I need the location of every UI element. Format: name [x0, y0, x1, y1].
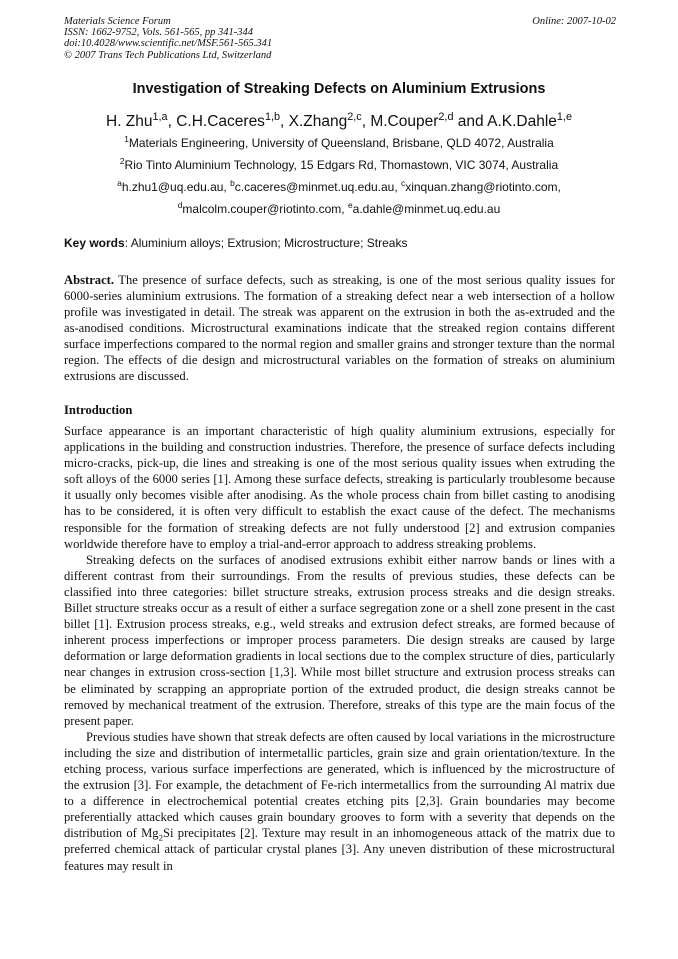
author: C.H.Caceres$^{1,b}$,: [176, 110, 289, 130]
online-date: Online: 2007-10-02: [532, 16, 616, 27]
abstract: Abstract. The presence of surface defects, such as streaking, is one of the most serious quality issues for 6000-series aluminium extrusions. The formation of a streaking defect near a web intersection of a hollow profile was investigated in detail. The streak was apparent on the extrusion in both the as-extruded and the as-anodised conditions. Microstructural examinations indicate that the streaked region contains different surface imperfections compared to the normal region and smaller grains and stronger texture than the normal region. The effects of die design and microstructural variables on the formation of streaks on aluminium extrusions are discussed.: [64, 273, 615, 383]
copyright-line: © 2007 Trans Tech Publications Ltd, Switzerland: [64, 49, 272, 61]
email-line-2: $^d$malcolm.couper@riotinto.com, $^e$a.dahle@minmet.uq.edu.au: [177, 200, 501, 216]
affiliation-2: $^2$Rio Tinto Aluminium Technology, 15 Edgars Rd, Thomastown, VIC 3074, Australia: [119, 156, 559, 172]
keywords: Key words: Aluminium alloys; Extrusion; Microstructure; Streaks: [64, 236, 408, 250]
email-line-1: $^a$h.zhu1@uq.edu.au, $^b$c.caceres@minmet.uq.edu.au, $^c$xinquan.zhang@riotinto.com,: [117, 178, 561, 194]
doi-line: doi:10.4028/www.scientific.net/MSF.561-565.341: [64, 38, 273, 50]
paragraph: Surface appearance is an important characteristic of high quality aluminium extrusions, especially for applications in the building and construction industries. Therefore, the presence of surface defects including micro-cracks, pick-up, die lines and streaking is one of the most serious quality issues when extruding the soft alloys of the 6000 series [1]. Among these surface defects, streaking is particularly troublesome because it usually only becomes visible after anodising. As the whole process chain from billet casting to anodising has to be considered, it is often very difficult to establish the exact cause of the defect. The mechanisms responsible for the formation of streaking defects are not fully understood [2] and extrusion companies worldwide therefore have to employ a trial-and-error approach to address streaking problems.: [64, 424, 615, 551]
issn-line: ISSN: 1662-9752, Vols. 561-565, pp 341-344: [64, 27, 253, 39]
paragraph: Previous studies have shown that streak defects are often caused by local variations in the microstructure including the size and distribution of intermetallic particles, grain size and grain orientation/texture. In the etching process, various surface imperfections are generated, which is influenced by the microstructure of the extrusion [3]. For example, the detachment of Fe-rich intermetallics from the surrounding Al matrix due to a difference in electrochemical potential creates etching pits [2,3]. Grain boundaries may become preferentially attacked which causes grain boundary grooves to form with a severity that depends on the distribution of $Mg_2Si$ precipitates [2]. Texture may result in an inhomogeneous attack of the matrix due to preferred chemical attack of particular crystal planes [3]. Any uneven distribution of these microstructural features may result in: [64, 729, 615, 873]
author: H. Zhu$^{1,a}$,: [106, 110, 177, 130]
journal-name: Materials Science Forum: [64, 16, 171, 27]
introduction-body: [64, 423, 615, 874]
affiliation-1: $^1$Materials Engineering, University of Queensland, Brisbane, QLD 4072, Australia: [124, 134, 554, 150]
author-list: [64, 110, 614, 131]
paragraph: Streaking defects on the surfaces of anodised extrusions exhibit either narrow bands or lines with a different contrast from their surroundings. From the results of previous studies, these defects can be classified into three categories: billet structure streaks, extrusion process streaks and die design streaks. Billet structure streaks occur as a result of either a surface segregation zone or a shell zone present in the cast billet [1]. Extrusion process streaks, e.g., weld streaks and extrusion defect streaks, are formed because of inherent process imperfections or improper process parameters. Die design streaks are caused by large deformation or large deformation gradients in local sections due to the complex structure of dies, particularly near changes in extrusion cross-section [1,3]. While most billet structure and extrusion process streaks can be eliminated by scrapping an appropriate portion of the extruded product, die design streaks cannot be removed by mechanical treatment of the extrusion. Therefore, streaks of this type are the main focus of the present paper.: [64, 552, 615, 728]
author: X.Zhang$^{2,c}$,: [288, 110, 371, 130]
section-heading: Introduction: [64, 403, 133, 417]
author: A.K.Dahle$^{1,e}$: [487, 110, 572, 130]
journal-header: [64, 16, 616, 61]
author: M.Couper$^{2,d}$ and: [370, 110, 488, 130]
paper-title: Investigation of Streaking Defects on Aluminium Extrusions: [132, 81, 546, 97]
